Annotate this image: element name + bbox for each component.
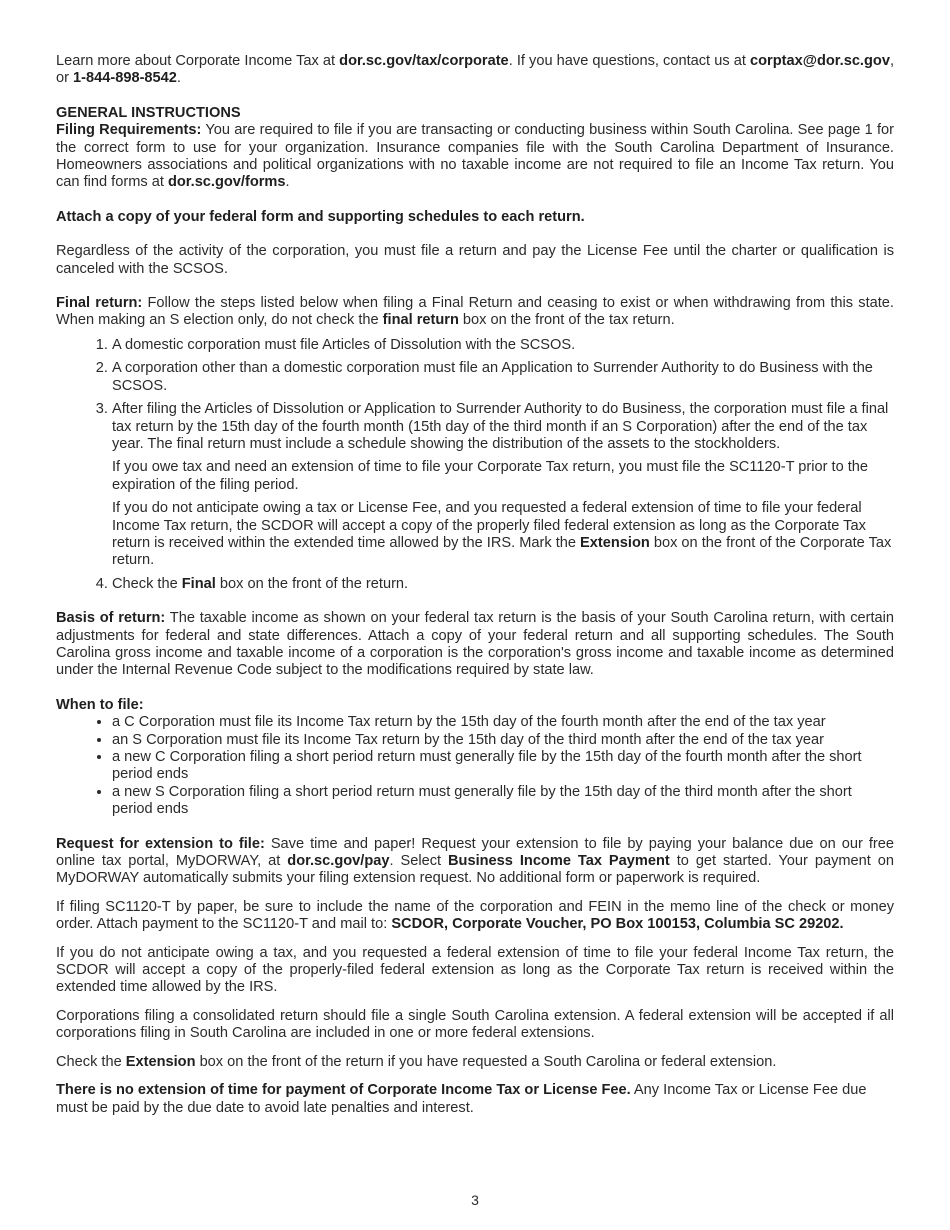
instructions-page [56,53,894,1117]
basis-of-return-paragraph: Basis of return: The taxable income as shown on your federal tax return is the basis of your South Carolina return, with certain adjustments for federal and state differences. Attach a copy of your federal return and all supporting schedules. The South Carolina gross income and taxable income of a corporation is the corporation's gross income and taxable income as determined under the Internal Revenue Code subject to the modifications required by state law. [56,610,895,679]
step3-federal-extension-note: If you do not anticipate owing a tax or License Fee, and you requested a federal extension of time to file your federal Income Tax return, the SCDOR will accept a copy of the properly filed federal extension as long as the Corporate Tax return is received within the extended time allowed by the IRS. Mark the Extension box on the front of the Corporate Tax return. [112,500,892,569]
intro-paragraph: Learn more about Corporate Income Tax at dor.sc.gov/tax/corporate. If you have questions, contact us at corptax@dor.sc.gov, or 1-844-898-8542. [56,53,894,87]
step3-extension-note: If you owe tax and need an extension of time to file your Corporate Tax return, you must file the SC1120-T prior to the expiration of the filing period. [112,459,869,493]
list-item: • a new C Corporation filing a short period return must generally file by the 15th day of the fourth month after the short period ends [112,749,894,784]
when-to-file-list [56,714,894,818]
pay-link[interactable]: dor.sc.gov/pay [287,853,390,870]
consolidated-paragraph: Corporations filing a consolidated return should file a single South Carolina extension. A federal extension will be accepted if all corporations filing in South Carolina are included in one or more federal extensions. [56,1007,894,1042]
list-item: • a C Corporation must file its Income Tax return by the 15th day of the fourth month after the end of the tax year [112,714,894,731]
list-item: 2. A corporation other than a domestic corporation must file an Application to Surrender Authority to do Business with the SCSOS. [112,360,894,395]
list-item: 3. After filing the Articles of Dissolution or Application to Surrender Authority to do Business, the corporation must file a final tax return by the 15th day of the fourth month (15th day of the third month if an S Corporation) after the end of the tax year. The final return must include a schedule showing the distribution of the assets to the stockholders. If you owe tax and need an extension of time to file your Corporate Tax return, you must file the SC1120-T prior to the expiration of the filing period. If you do not anticipate owing a tax or License Fee, and you requested a federal extension of time to file your federal Income Tax return, the SCDOR will accept a copy of the properly filed federal extension as long as the Corporate Tax return is received within the extended time allowed by the IRS. Mark the Extension box on the front of the Corporate Tax return. [112,401,894,570]
list-item: 4. Check the Final box on the front of the return. [112,576,894,593]
attach-notice: Attach a copy of your federal form and supporting schedules to each return. [56,208,585,225]
list-item: 1. A domestic corporation must file Articles of Dissolution with the SCSOS. [112,337,894,354]
no-tax-paragraph: If you do not anticipate owing a tax, and you requested a federal extension of time to file your federal Income Tax return, the SCDOR will accept a copy of the properly-filed federal extension as long as the Corporate Tax return is received within the extended time allowed by the IRS. [56,944,894,996]
regardless-paragraph: Regardless of the activity of the corporation, you must file a return and pay the License Fee until the charter or qualification is canceled with the SCSOS. [56,243,894,277]
filing-requirements-paragraph: Filing Requirements: You are required to file if you are transacting or conducting business within South Carolina. See page 1 for the correct form to use for your organization. Insurance companies file with the South Carolina Department of Insurance. Homeowners associations and political organizations with no taxable income are not required to file an Income Tax return. You can find forms at dor.sc.gov/forms. [56,122,895,191]
mailing-address: SCDOR, Corporate Voucher, PO Box 100153, Columbia SC 29202. [391,916,844,933]
when-to-file-heading: When to file: [56,696,144,713]
extension-paragraph: Request for extension to file: Save time and paper! Request your extension to file by paying your balance due on our free online tax portal, MyDORWAY, at dor.sc.gov/pay. Select Business Income Tax Payment to get started. Your payment on MyDORWAY automatically submits your filing extension request. No additional form or paperwork is required. [56,835,894,887]
phone-number: 1-844-898-8542 [73,70,177,87]
list-item: • a new S Corporation filing a short period return must generally file by the 15th day of the third month after the short period ends [112,784,894,819]
forms-link[interactable]: dor.sc.gov/forms [167,174,286,191]
check-extension-paragraph: Check the Extension box on the front of the return if you have requested a South Carolina or federal extension. [56,1053,777,1070]
final-return-paragraph: Final return: Follow the steps listed below when filing a Final Return and ceasing to exist or when withdrawing from this state. When making an S election only, do not check the final return box on the front of the tax return. [56,295,894,329]
no-extension-paragraph: There is no extension of time for payment of Corporate Income Tax or License Fee. Any Income Tax or License Fee due must be paid by the due date to avoid late penalties and interest. [56,1082,867,1116]
final-return-steps [56,337,894,593]
paper-filing-paragraph: If filing SC1120-T by paper, be sure to include the name of the corporation and FEIN in the memo line of the check or money order. Attach payment to the SC1120-T and mail to: SCDOR, Corporate Voucher, PO Box 100153, Columbia SC 29202. [56,898,894,933]
page-number: 3 [471,1192,479,1208]
list-item: • an S Corporation must file its Income Tax return by the 15th day of the third month after the end of the tax year [112,732,894,749]
general-instructions-heading: GENERAL INSTRUCTIONS [56,104,241,121]
email-link[interactable]: corptax@dor.sc.gov [750,53,890,69]
corporate-tax-link[interactable]: dor.sc.gov/tax/corporate [339,53,509,69]
